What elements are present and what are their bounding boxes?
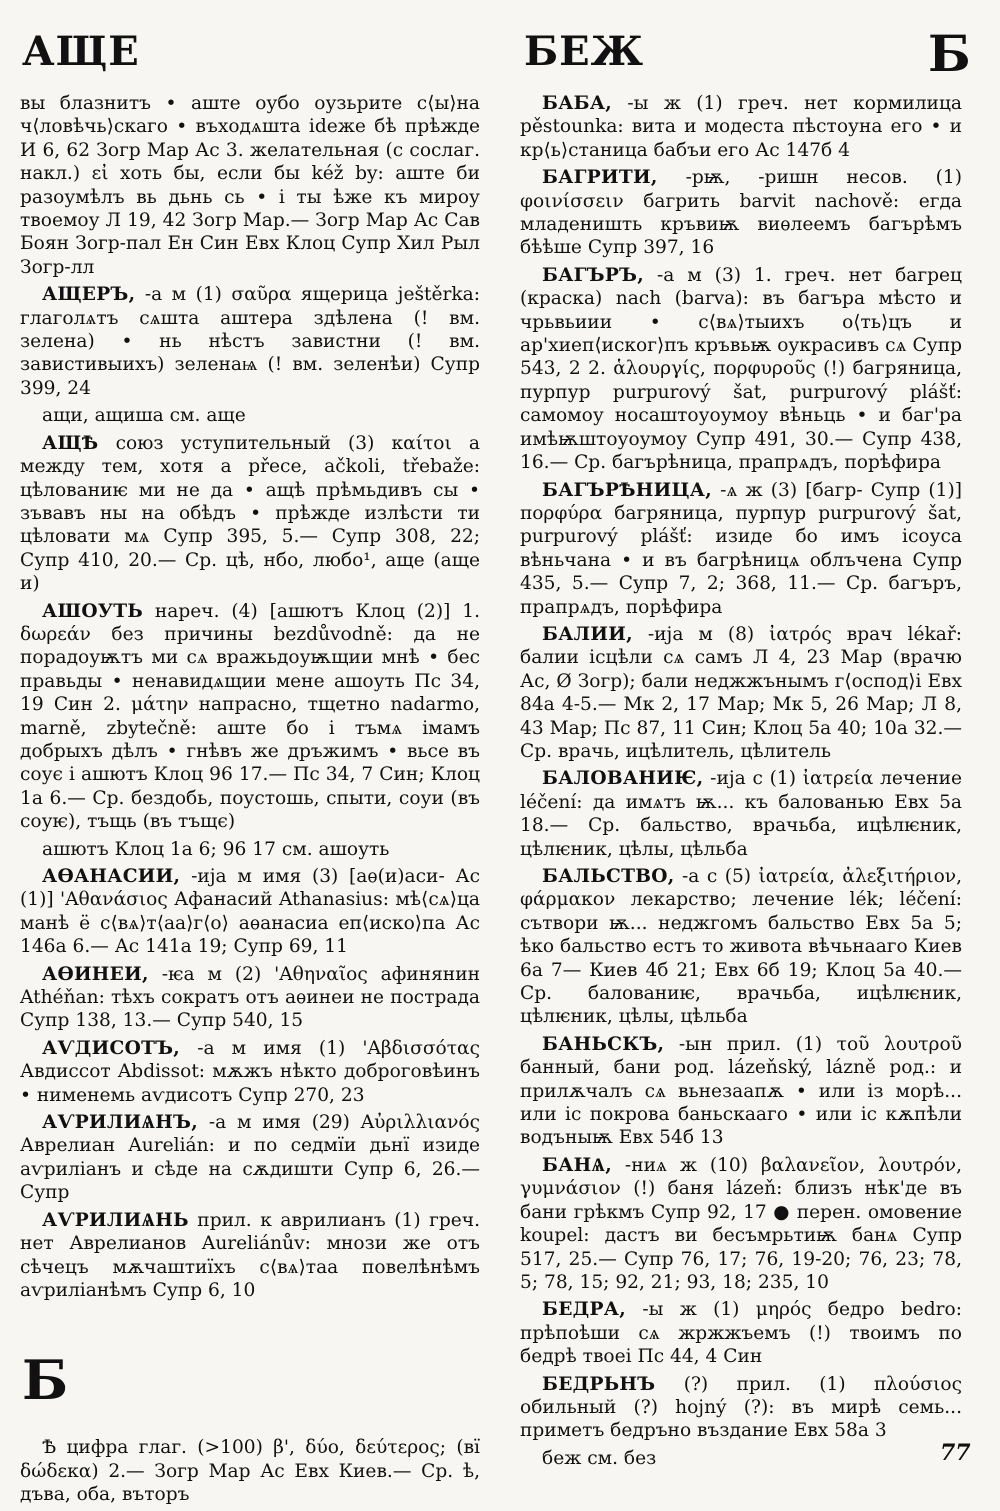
entry-text: ашютъ Клоц 1а 6; 96 17 см. ашоуть (42, 838, 390, 860)
entry-headword: БАБА, (542, 93, 613, 114)
dictionary-entry (20, 865, 480, 959)
dictionary-entry (520, 1154, 962, 1294)
entry-headword: БАГЪРЪ, (542, 264, 644, 286)
entry-text: -а м (1) σαῦρα ящерица ještěrka: глаголѧтъ сѧшта аштера здѣлена (! вм. зелена) • нь нѣстъ завистни (! вм. завистивыихъ) зеленаѩ (! вм. зеленѣи) Супр 399, 24 (20, 284, 480, 399)
dictionary-entry (20, 92, 480, 279)
entry-headword: БЕДРЬНЪ (542, 1373, 656, 1395)
entry-text: -а м имя (29) Αὐριλλιανός Аврелиан Aurelián: и по седмїи дьнї изиде аѵриліанъ и сѣде на сѫдишти Супр 6, 26.— Супр (20, 1112, 480, 1204)
entry-text: -ын прил. (1) τοῦ λουτροῦ банный, бани род. lázeňský, lázně род.: и прилѫчалъ сѧ вьнезаапѫ • или із морѣ... или іс покрова баньскааго • или іс кѫпѣли водъныѭ Евх 54б 13 (520, 1033, 962, 1149)
entry-headword: БАЛОВАНИѤ, (542, 768, 704, 790)
entry-text: -ы ж (1) μηρός бедро bedro: прѣпоѣши сѧ жржжъемъ (!) твоимъ по бедрѣ твоеі Пс 44, 4 Син (520, 1299, 962, 1368)
entry-text: (?) прил. (1) πλούσιος обильный (?) hojný (?): въ мирѣ семь... приметъ бедръно въздание Евх 58а 3 (520, 1373, 962, 1442)
entry-text: прил. к аврилианъ (1) греч. нет Аврелианов Aureliánův: мнози же отъ сѣчецъ мѫчаштиїхъ с⟨вѧ⟩таа повелѣнѣмъ аѵриліанѣмъ Супр 6, 10 (20, 1209, 480, 1301)
dictionary-entry (520, 166, 962, 260)
dictionary-entry (20, 1037, 480, 1107)
dictionary-entry (20, 963, 480, 1033)
entry-text: -а м имя (1) 'Αβδισσότας Авдиссот Abdissot: мѫжъ нѣкто доброговѣинъ • нименемь аѵдисотъ Супр 270, 23 (20, 1037, 480, 1106)
entry-text: -рѭ, -ришн несов. (1) φοινίσσειν багрить barvit nachově: егда младеништь кръвиѭ виѳлеемъ багърѣмъ бѣѣше Супр 397, 16 (520, 167, 962, 259)
dictionary-entry (520, 1447, 962, 1470)
entry-headword: АЩЕРЪ, (42, 284, 136, 306)
dictionary-entry (520, 264, 962, 475)
entry-headword: БАГРИТИ, (542, 167, 658, 189)
entry-headword: БЕДРА, (542, 1299, 626, 1321)
entry-headword: АѲАНАСИИ, (42, 866, 181, 887)
dictionary-entry (20, 432, 480, 596)
section-letter: Б (22, 1348, 69, 1413)
dictionary-entry (520, 865, 962, 1029)
dictionary-entry (520, 623, 962, 763)
entry-text: нареч. (4) [ашютъ Клоц (2)] 1. δωρεάν без причины bezdůvodně: да не порадоуѭтъ ми сѧ вражьдоуѭщии мнѣ • бес правьды • ненавидѧщии мене ашоуть Пс 34, 19 Син 2. μάτην напрасно, тщетно nadarmo, marně, zbytečně: аште бо і тъмѧ імамъ добрыхъ дѣлъ • гнѣвъ же дръжимъ • вьсе въ соує і ашютъ Клоц 96 17.— Пс 34, 7 Син; Клоц 1а 6.— Ср. бездобь, поустошь, спыти, соуи (въ соуѥ), тъщь (въ тъщє) (20, 600, 480, 833)
dictionary-entry (20, 1436, 480, 1506)
entry-headword: АЩѢ (42, 432, 99, 454)
dictionary-entry (20, 600, 480, 834)
entry-text: -ија м (8) ἰατρός врач lékař: балии ісцѣли сѧ самъ Л 4, 23 Мар (врачю Ас, Ø Зогр); бали неджжънымъ г⟨оспод⟩і Евх 84а 4-5.— Мк 2, 17 Мар; Мк 5, 26 Мар; Л 8, 43 Мар; Пс 87, 11 Син; Клоц 5а 40; 10а 32.— Ср. врачь, ицѣлитель, цѣлитель (520, 623, 962, 762)
entry-text: союз уступительный (3) καίτοι а между тем, хотя а přece, ačkoli, třebaže: цѣлованиѥ ми не да • ащѣ прѣмьдивъ сы • зъвавъ ны на обѣдъ • прѣжде излѣсти ти цѣловати мѧ Супр 395, 5.— Супр 308, 22; Супр 410, 20.— Ср. цѣ, нбо, любо¹, аще (аще и) (20, 432, 480, 595)
entry-headword: БАНЬСКЪ, (542, 1033, 665, 1055)
entry-text: ащи, ащиша см. аще (42, 405, 246, 427)
dictionary-entry (520, 767, 962, 861)
dictionary-entry (20, 1209, 480, 1303)
entry-text: -ѧ ж (3) [багр- Супр (1)] πορφύρα багряница, пурпур purpurový šat, purpurový plášť: изиде бо имъ ісоуса вѣньчана • и въ багрѣницѧ облъчена Супр 435, 5.— Супр 7, 2; 368, 11.— Ср. багъръ, прапрѧдъ, порѣфира (520, 479, 962, 618)
entry-headword: АѴРИЛИѦНЪ, (42, 1112, 198, 1134)
entry-text: -ниѧ ж (10) βαλανεῖον, λουτρόν, γυμνάσιον (!) баня lázeň: близъ нѣк'де въ бани грѣкмъ Супр 92, 17 ● перен. омовение koupel: дастъ ви бесъмрьтиѭ банѧ Супр 517, 25.— Супр 76, 17; 76, 19-20; 76, 23; 78, 5; 78, 15; 92, 21; 93, 18; 235, 10 (520, 1154, 962, 1293)
entry-text: -а м (3) 1. греч. нет багрец (краска) nach (barva): въ багъра мѣсто и чрьвьиии • с⟨вѧ⟩тыихъ о⟨ть⟩цъ и ар'хиеп⟨иског⟩пъ кръвьѭ оукрасивъ сѧ Супр 543, 2 2. ἁλουργίς, πορφυροῦς (!) багряница, пурпур purpurový šat, purpurový plášť: самомоу носаштоуоумоу вѣньць • и баг'ра имѣѭштоуоумоу Супр 491, 30.— Супр 438, 16.— Ср. багърѣница, прапрѧдъ, порѣфира (520, 264, 962, 474)
entry-text: Ѣ цифра глаг. (>100) β', δύο, δεύτερος; (вї δώδεκα) 2.— Зогр Мар Ас Евх Киев.— Ср. ѣ, дъва, оба, въторъ (20, 1437, 480, 1506)
running-head-letter: Б (928, 24, 972, 83)
entry-text: беж см. без (542, 1447, 657, 1469)
running-head-left: АЩЕ (22, 28, 140, 75)
dictionary-entry (20, 1111, 480, 1205)
dictionary-entry (520, 1373, 962, 1443)
page-number: 77 (940, 1440, 971, 1466)
entry-headword: БАЛИИ, (542, 623, 633, 645)
dictionary-entry (520, 1033, 962, 1150)
dictionary-entry (20, 283, 480, 400)
entry-headword: АѲИНЕИ, (42, 963, 149, 985)
entry-text: -ѥа м (2) 'Αθηναῖος афинянин Athéňan: тѣхъ сократъ отъ аѳинеи не пострада Супр 138, 13.— Супр 540, 15 (20, 963, 480, 1032)
left-column (20, 92, 480, 1511)
dictionary-entry (520, 92, 962, 162)
entry-text: -ы ж (1) греч. нет кормилица pěstounka: вита и модеста пѣстоуна его • и кр⟨ь⟩станица бабъи его Ас 147б 4 (520, 93, 962, 161)
entry-text: вы блазнитъ • аште оубо оузьрите с⟨ы⟩на ч⟨ловѣчь⟩скаго • въходѧшта ideже бѣ прѣжде И 6, 62 Зогр Мар Ас 3. желательная (с сослаг. накл.) εἰ хоть бы, если бы kéž by: аште би разоумѣлъ вь дьнь сь • і ты ѣже къ мироу твоемоу Л 19, 42 Зогр Мар.— Зогр Мар Ас Сав Боян Зогр-пал Ен Син Евх Клоц Супр Хил Рыл Зогр-лл (20, 93, 480, 278)
dictionary-entry (20, 404, 480, 427)
dictionary-entry (520, 479, 962, 619)
right-column (520, 92, 962, 1474)
dictionary-entry (520, 1298, 962, 1368)
dictionary-entry (20, 838, 480, 861)
running-head-center: БЕЖ (524, 28, 645, 75)
entry-text: -ија с (1) ἰατρεία лечение léčení: да имѧтъ ѭ... къ балованью Евх 5а 18.— Ср. бальство, врачьба, ицѣлѥник, цѣлѥник, цѣлы, цѣльба (520, 768, 962, 860)
entry-headword: БАГЪРѢНИЦА, (542, 479, 713, 501)
entry-text: -ија м имя (3) [аѳ(и)аси- Ас (1)] 'Αθανάσιος Афанасий Athanasius: мѣ⟨сѧ⟩ца манѣ ё с⟨вѧ⟩т⟨аа⟩г⟨о⟩ аѳанасиа еп⟨иско⟩па Ас 146а 6.— Ас 141а 19; Супр 69, 11 (20, 866, 480, 958)
entry-headword: БАНѦ, (542, 1154, 613, 1176)
entry-headword: АѴРИЛИѦНЬ (42, 1209, 189, 1231)
entry-headword: АШОУТЬ (42, 600, 143, 622)
entry-text: -а с (5) ἰατρεία, ἀλεξιτήριον, φάρμακον лекарство; лечение lék; léčení: сътвори ѭ... неджгомъ бальство Евх 5а 5; ѣко бальство естъ то живота вѣчьнааго Киев 6а 7— Киев 4б 21; Евх 6б 19; Клоц 5а 40.— Ср. балованиѥ, врачьба, ицѣлѥник, цѣлѥник, цѣлы, цѣльба (520, 866, 962, 1028)
entry-headword: АѴДИСОТЪ, (42, 1037, 181, 1059)
entry-headword: БАЛЬСТВО, (542, 866, 675, 887)
